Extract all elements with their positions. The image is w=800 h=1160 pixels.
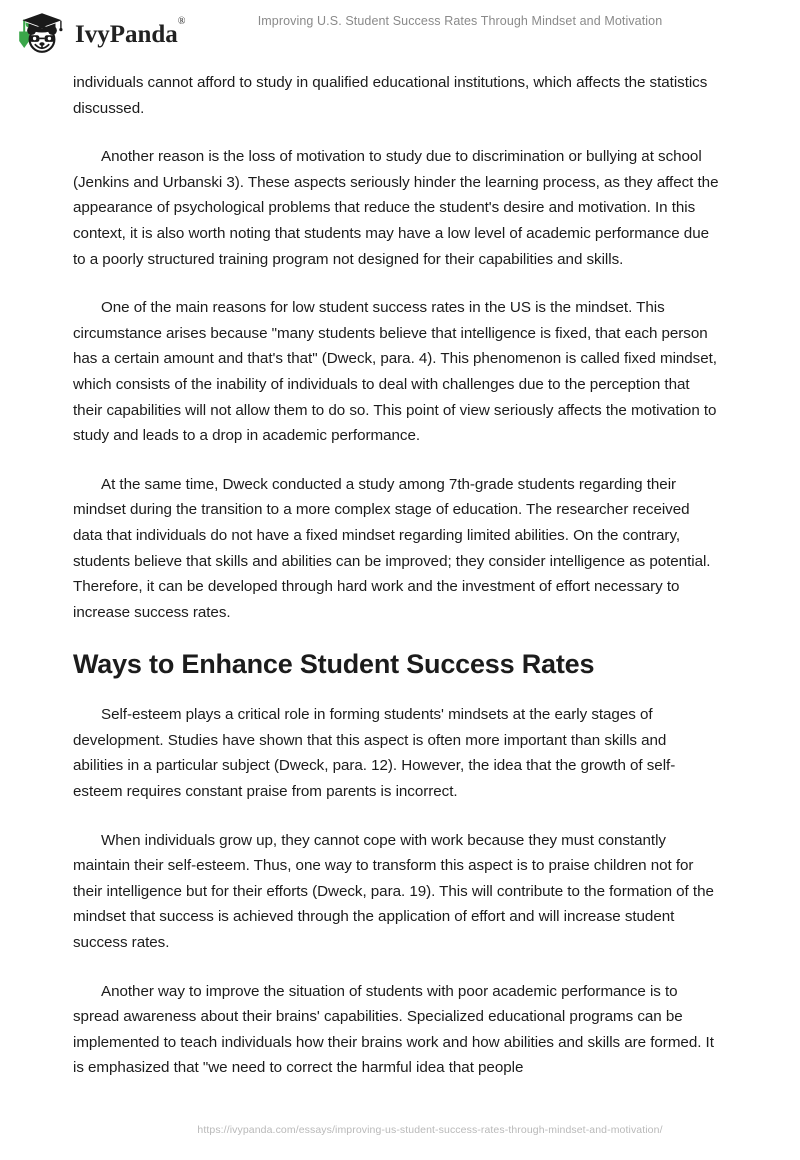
page-footer	[0, 1120, 800, 1138]
paragraph: Another way to improve the situation of students with poor academic performance is to spread awareness about their brains' capabilities. Specialized educational programs can be implemented to teach individuals how their brains work and how abilities and skills are formed. It is emphasized that "we need to correct the harmful idea that people	[73, 982, 714, 1077]
paragraph: At the same time, Dweck conducted a study among 7th-grade students regarding their mindset during the transition to a more complex stage of education. The researcher received data that individuals do not have a fixed mindset regarding limited abilities. On the contrary, students believe that skills and abilities can be improved; they consider intelligence as potential. Therefore, it can be developed through hard work and the investment of effort necessary to increase success rates.	[73, 475, 711, 621]
section-heading: Ways to Enhance Student Success Rates	[73, 649, 595, 680]
document-body	[73, 70, 719, 1104]
source-url[interactable]: https://ivypanda.com/essays/improving-us-student-success-rates-through-mindset-and-motivation/	[197, 1124, 663, 1136]
page-header	[0, 0, 800, 62]
ivypanda-wordmark-text: IvyPanda	[75, 21, 178, 48]
paragraph: individuals cannot afford to study in qualified educational institutions, which affects the statistics discussed.	[73, 74, 708, 117]
paragraph: When individuals grow up, they cannot cope with work because they must constantly maintain their self-esteem. Thus, one way to transform this aspect is to praise children not for their intelligence but for their efforts (Dweck, para. 19). This will contribute to the formation of the mindset that success is achieved through the application of effort and will increase student success rates.	[73, 831, 714, 952]
paragraph: Self-esteem plays a critical role in forming students' mindsets at the early stages of development. Studies have shown that this aspect is often more important than skills and abilities in a particular subject (Dweck, para. 12). However, the idea that the growth of self-esteem requires constant praise from parents is incorrect.	[73, 706, 676, 801]
paragraph: Another reason is the loss of motivation to study due to discrimination or bullying at school (Jenkins and Urbanski 3). These aspects seriously hinder the learning process, as they affect the appearance of psychological problems that reduce the student's desire and motivation. In this context, it is also worth noting that students may have a low level of academic performance due to a poorly structured training program not designed for their capabilities and skills.	[73, 148, 719, 268]
paragraph: One of the main reasons for low student success rates in the US is the mindset. This circumstance arises because "many students believe that intelligence is fixed, that each person has a certain amount and that's that" (Dweck, para. 4). This phenomenon is called fixed mindset, which consists of the inability of individuals to deal with challenges due to the perception that their capabilities will not allow them to do so. This point of view seriously affects the motivation to study and leads to a drop in academic performance.	[73, 299, 717, 445]
registered-trademark-icon: ®	[177, 16, 186, 28]
running-header-title: Improving U.S. Student Success Rates Through Mindset and Motivation	[257, 14, 663, 28]
